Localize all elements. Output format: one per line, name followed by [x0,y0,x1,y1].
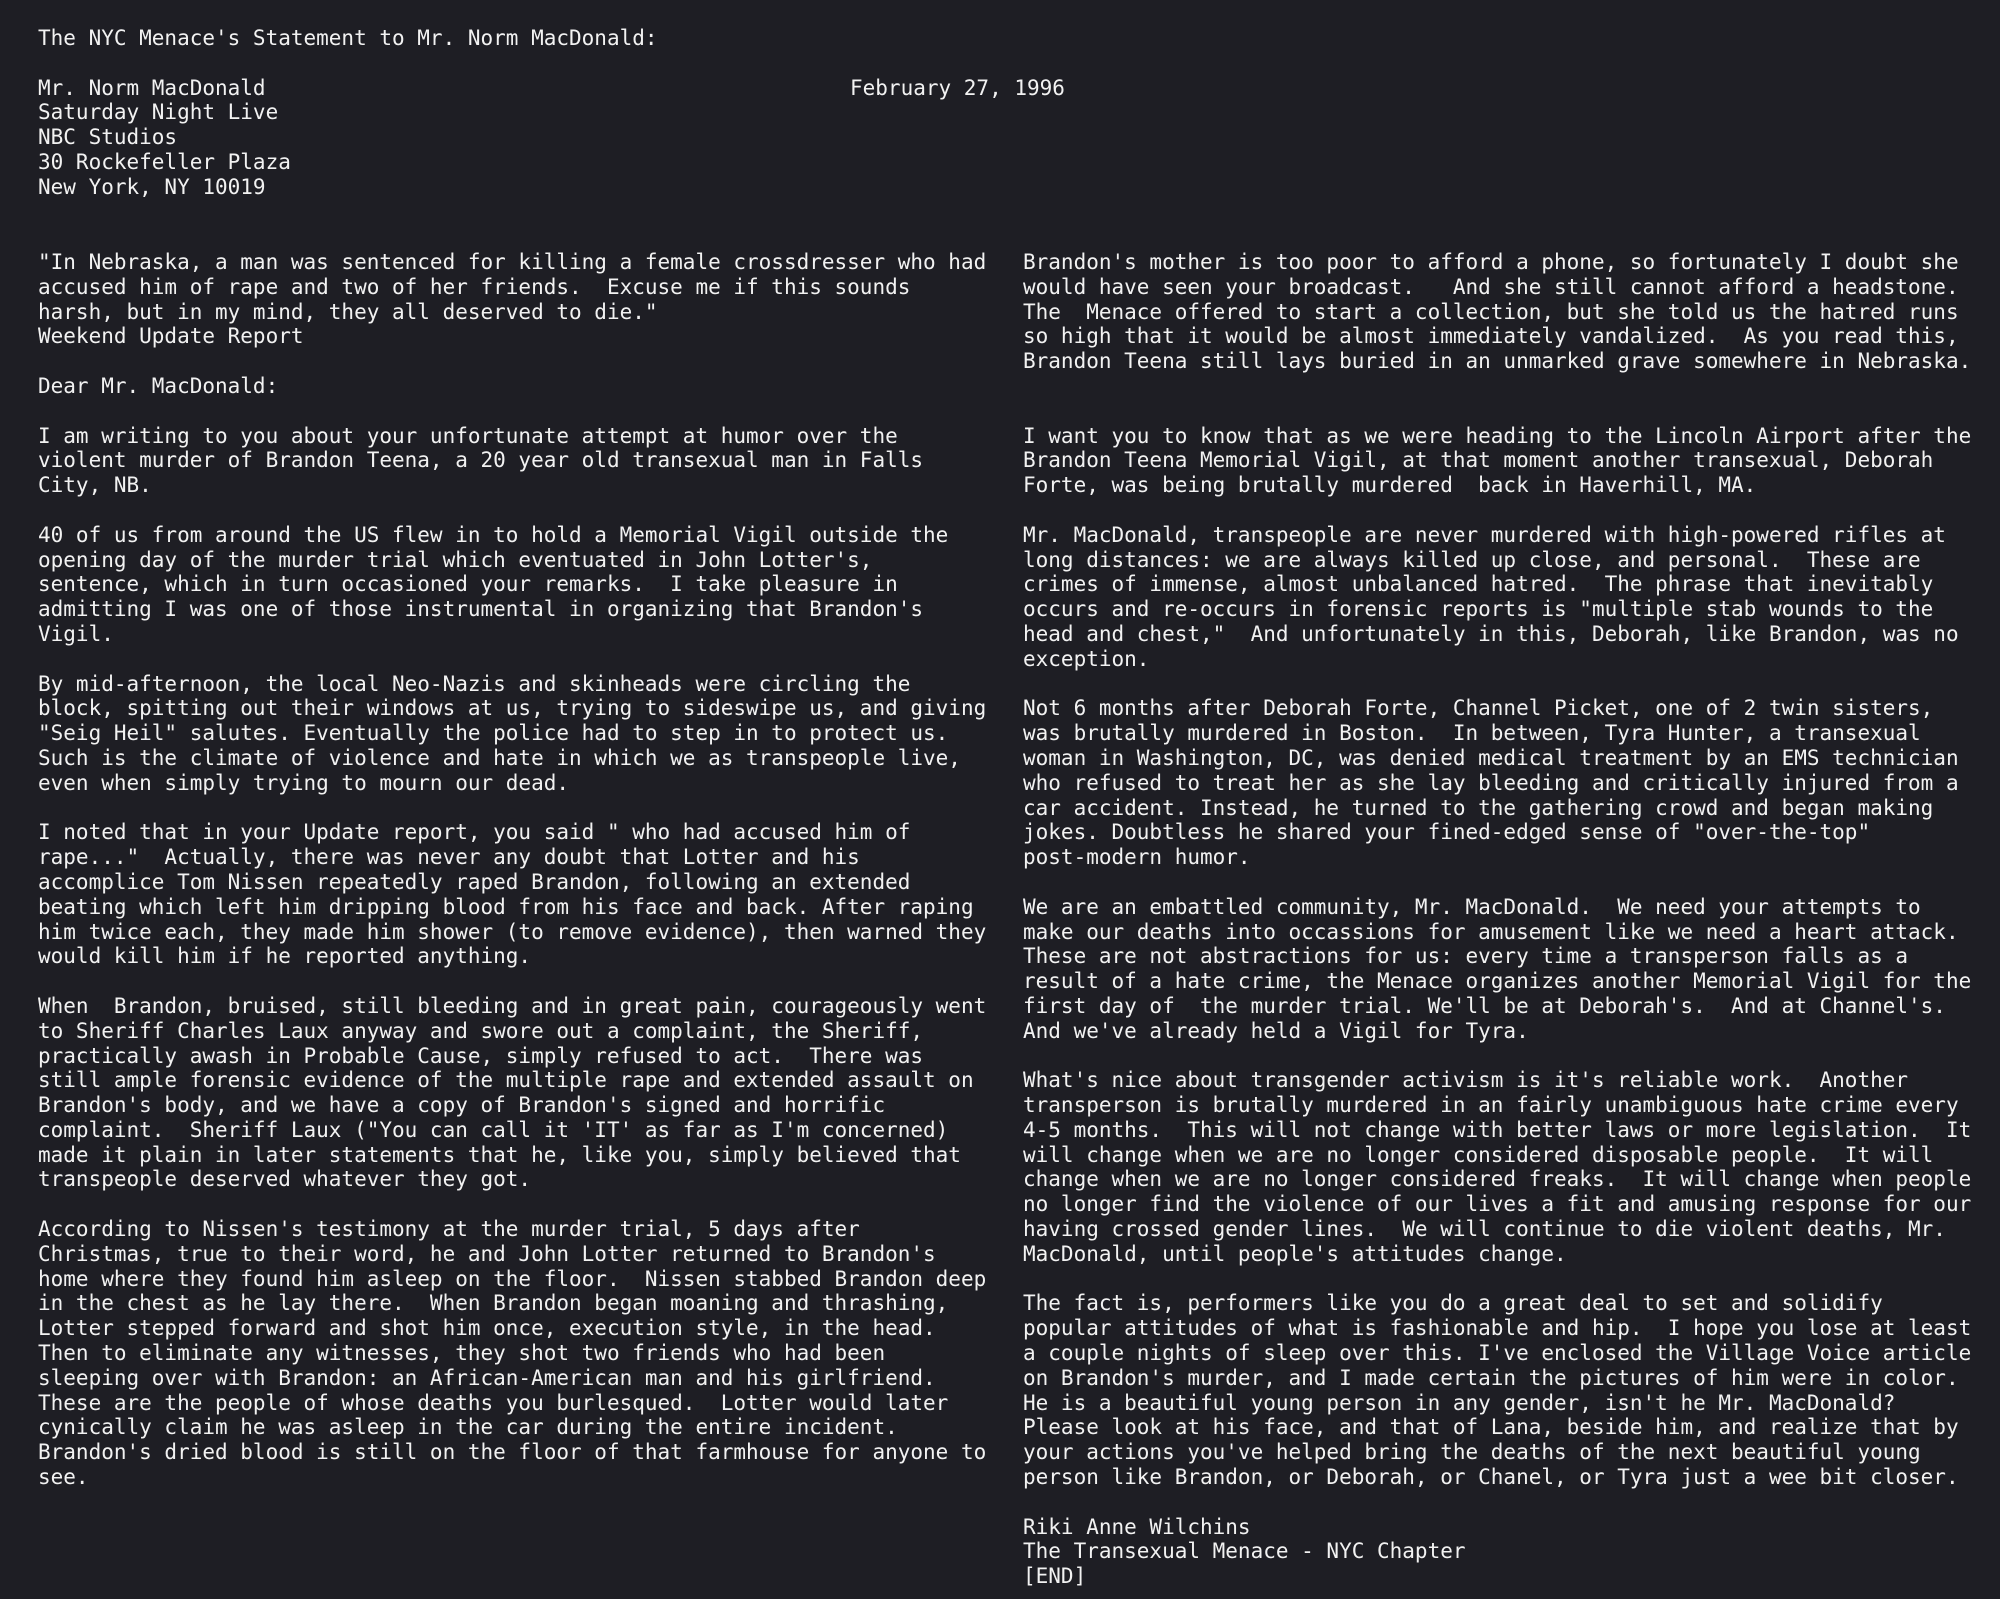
address-line: 30 Rockefeller Plaza [38,149,291,174]
text-line: admitting I was one of those instrumental in organizing that Brandon's [38,597,924,622]
text-line: The Transexual Menace - NYC Chapter [1023,1539,1466,1564]
paragraph [38,374,1018,399]
text-line: no longer find the violence of our lives a fit and amusing response for our [1023,1192,1972,1217]
text-line: "In Nebraska, a man was sentenced for killing a female crossdresser who had [38,250,987,274]
address-line: Saturday Night Live [38,100,279,125]
text-line: Lotter stepped forward and shot him once, execution style, in the head. [38,1316,936,1341]
paragraph [38,994,1018,1192]
text-line: exception. [1023,646,1150,671]
paragraph [1023,895,1978,1044]
text-line: result of a hate crime, the Menace organizes another Memorial Vigil for the [1023,969,1972,994]
text-line: Weekend Update Report [38,324,304,349]
text-line: on Brandon's murder, and I made certain the pictures of him were in color. [1023,1365,1959,1390]
text-line: so high that it would be almost immediately vandalized. As you read this, [1023,324,1959,349]
text-line: City, NB. [38,473,152,498]
text-line: transpeople deserved whatever they got. [38,1167,532,1192]
text-line: And we've already held a Vigil for Tyra. [1023,1018,1529,1043]
text-line: Brandon Teena Memorial Vigil, at that moment another transexual, Deborah [1023,448,1934,473]
text-line: person like Brandon, or Deborah, or Chanel, or Tyra just a wee bit closer. [1023,1465,1959,1490]
address-line: New York, NY 10019 [38,174,266,199]
text-line: change when we are no longer considered freaks. It will change when people [1023,1167,1972,1192]
text-line: transperson is brutally murdered in an fairly unambiguous hate crime every [1023,1093,1959,1118]
text-line: Such is the climate of violence and hate in which we as transpeople live, [38,745,961,770]
text-line: who refused to treat her as she lay bleeding and critically injured from a [1023,770,1959,795]
text-line: Vigil. [38,621,114,646]
text-line: complaint. Sheriff Laux ("You can call it 'IT' as far as I'm concerned) [38,1117,949,1142]
paragraph [38,820,1018,969]
text-line: Christmas, true to their word, he and John Lotter returned to Brandon's [38,1241,936,1266]
text-line: in the chest as he lay there. When Brandon began moaning and thrashing, [38,1291,949,1316]
text-line: even when simply trying to mourn our dead. [38,770,570,795]
address-line: NBC Studios [38,125,178,150]
text-line: first day of the murder trial. We'll be at Deborah's. And at Channel's. [1023,993,1946,1018]
text-line: By mid-afternoon, the local Neo-Nazis and skinheads were circling the [38,671,911,696]
text-line: practically awash in Probable Cause, simply refused to act. There was [38,1043,924,1068]
paragraph [1023,1515,1978,1589]
text-line: long distances: we are always killed up close, and personal. These are [1023,547,1921,572]
paragraph [38,424,1018,498]
text-line: Not 6 months after Deborah Forte, Channel Picket, one of 2 twin sisters, [1023,696,1934,721]
page-title: The NYC Menace's Statement to Mr. Norm MacDonald: [38,26,658,50]
text-line: He is a beautiful young person in any gender, isn't he Mr. MacDonald? [1023,1390,1896,1415]
text-line: [END] [1023,1564,1087,1589]
text-line: Brandon's body, and we have a copy of Brandon's signed and horrific [38,1093,886,1118]
address-line: Mr. Norm MacDonald [38,75,266,100]
text-line: These are not abstractions for us: every time a transperson falls as a [1023,944,1909,969]
text-line: I noted that in your Update report, you said " who had accused him of [38,820,911,845]
text-line: The fact is, performers like you do a great deal to set and solidify [1023,1291,1883,1316]
paragraph [1023,1068,1978,1266]
text-line: woman in Washington, DC, was denied medical treatment by an EMS technician [1023,745,1959,770]
text-line: violent murder of Brandon Teena, a 20 year old transexual man in Falls [38,448,924,473]
text-line: sleeping over with Brandon: an African-American man and his girlfriend. [38,1365,936,1390]
text-line: I am writing to you about your unfortunate attempt at humor over the [38,423,898,448]
text-line: opening day of the murder trial which eventuated in John Lotter's, [38,547,873,572]
left-column [38,250,1018,1490]
text-line: made it plain in later statements that he, like you, simply believed that [38,1142,961,1167]
text-line: occurs and re-occurs in forensic reports is "multiple stab wounds to the [1023,597,1934,622]
text-line: rape..." Actually, there was never any doubt that Lotter and his [38,845,860,870]
text-line: Then to eliminate any witnesses, they shot two friends who had been [38,1341,886,1366]
text-line: make our deaths into occassions for amusement like we need a heart attack. [1023,919,1959,944]
text-line: Mr. MacDonald, transpeople are never murdered with high-powered rifles at [1023,522,1946,547]
paragraph [1023,250,1978,374]
text-line: Brandon Teena still lays buried in an unmarked grave somewhere in Nebraska. [1023,349,1972,374]
text-line: your actions you've helped bring the deaths of the next beautiful young [1023,1440,1921,1465]
text-line: These are the people of whose deaths you burlesqued. Lotter would later [38,1390,949,1415]
paragraph [38,250,1018,349]
text-line: The Menace offered to start a collection, but she told us the hatred runs [1023,299,1959,324]
text-line: According to Nissen's testimony at the murder trial, 5 days after [38,1217,860,1242]
text-line: a couple nights of sleep over this. I've enclosed the Village Voice article [1023,1341,1972,1366]
text-line: will change when we are no longer considered disposable people. It will [1023,1142,1934,1167]
paragraph [1023,696,1978,870]
text-line: block, spitting out their windows at us, trying to sideswipe us, and giving [38,696,987,721]
text-line: 4-5 months. This will not change with better laws or more legislation. It [1023,1117,1972,1142]
text-line: Forte, was being brutally murdered back in Haverhill, MA. [1023,473,1757,498]
text-line: having crossed gender lines. We will continue to die violent deaths, Mr. [1023,1217,1946,1242]
text-line: accused him of rape and two of her friends. Excuse me if this sounds [38,274,911,299]
text-line: Brandon's mother is too poor to afford a phone, so fortunately I doubt she [1023,250,1959,274]
text-line: accomplice Tom Nissen repeatedly raped Brandon, following an extended [38,869,911,894]
text-line: harsh, but in my mind, they all deserved to die." [38,299,658,324]
text-line: would kill him if he reported anything. [38,944,532,969]
right-column [1023,250,1978,1589]
letter-header [38,26,1978,200]
text-line: head and chest," And unfortunately in this, Deborah, like Brandon, was no [1023,621,1959,646]
text-line: Riki Anne Wilchins [1023,1514,1251,1539]
text-line: cynically claim he was asleep in the car during the entire incident. [38,1415,898,1440]
text-line: crimes of immense, almost unbalanced hatred. The phrase that inevitably [1023,572,1934,597]
text-line: Brandon's dried blood is still on the floor of that farmhouse for anyone to [38,1440,987,1465]
paragraph [1023,424,1978,498]
text-line: When Brandon, bruised, still bleeding and in great pain, courageously went [38,993,987,1018]
text-line: "Seig Heil" salutes. Eventually the police had to step in to protect us. [38,721,949,746]
text-line: see. [38,1465,89,1490]
text-line: I want you to know that as we were heading to the Lincoln Airport after the [1023,423,1972,448]
text-line: to Sheriff Charles Laux anyway and swore out a complaint, the Sheriff, [38,1018,924,1043]
text-line: was brutally murdered in Boston. In between, Tyra Hunter, a transexual [1023,721,1921,746]
paragraph [38,672,1018,796]
text-line: sentence, which in turn occasioned your remarks. I take pleasure in [38,572,898,597]
letter-page [38,26,1978,1589]
text-line: What's nice about transgender activism is it's reliable work. Another [1023,1068,1909,1093]
letter-date: February 27, 1996 [850,75,1065,100]
text-line: him twice each, they made him shower (to remove evidence), then warned they [38,919,987,944]
text-line: still ample forensic evidence of the multiple rape and extended assault on [38,1068,974,1093]
text-line: Dear Mr. MacDonald: [38,373,279,398]
text-line: jokes. Doubtless he shared your fined-edged sense of "over-the-top" [1023,820,1871,845]
text-line: post-modern humor. [1023,845,1251,870]
paragraph [1023,1291,1978,1489]
text-line: home where they found him asleep on the floor. Nissen stabbed Brandon deep [38,1266,987,1291]
text-line: MacDonald, until people's attitudes change. [1023,1241,1567,1266]
text-line: beating which left him dripping blood from his face and back. After raping [38,894,974,919]
text-line: would have seen your broadcast. And she still cannot afford a headstone. [1023,274,1959,299]
text-line: We are an embattled community, Mr. MacDonald. We need your attempts to [1023,894,1921,919]
text-line: 40 of us from around the US flew in to hold a Memorial Vigil outside the [38,522,949,547]
text-line: car accident. Instead, he turned to the gathering crowd and began making [1023,795,1934,820]
text-line: Please look at his face, and that of Lana, beside him, and realize that by [1023,1415,1959,1440]
text-line: popular attitudes of what is fashionable and hip. I hope you lose at least [1023,1316,1972,1341]
paragraph [38,523,1018,647]
paragraph [38,1217,1018,1490]
paragraph [1023,523,1978,672]
